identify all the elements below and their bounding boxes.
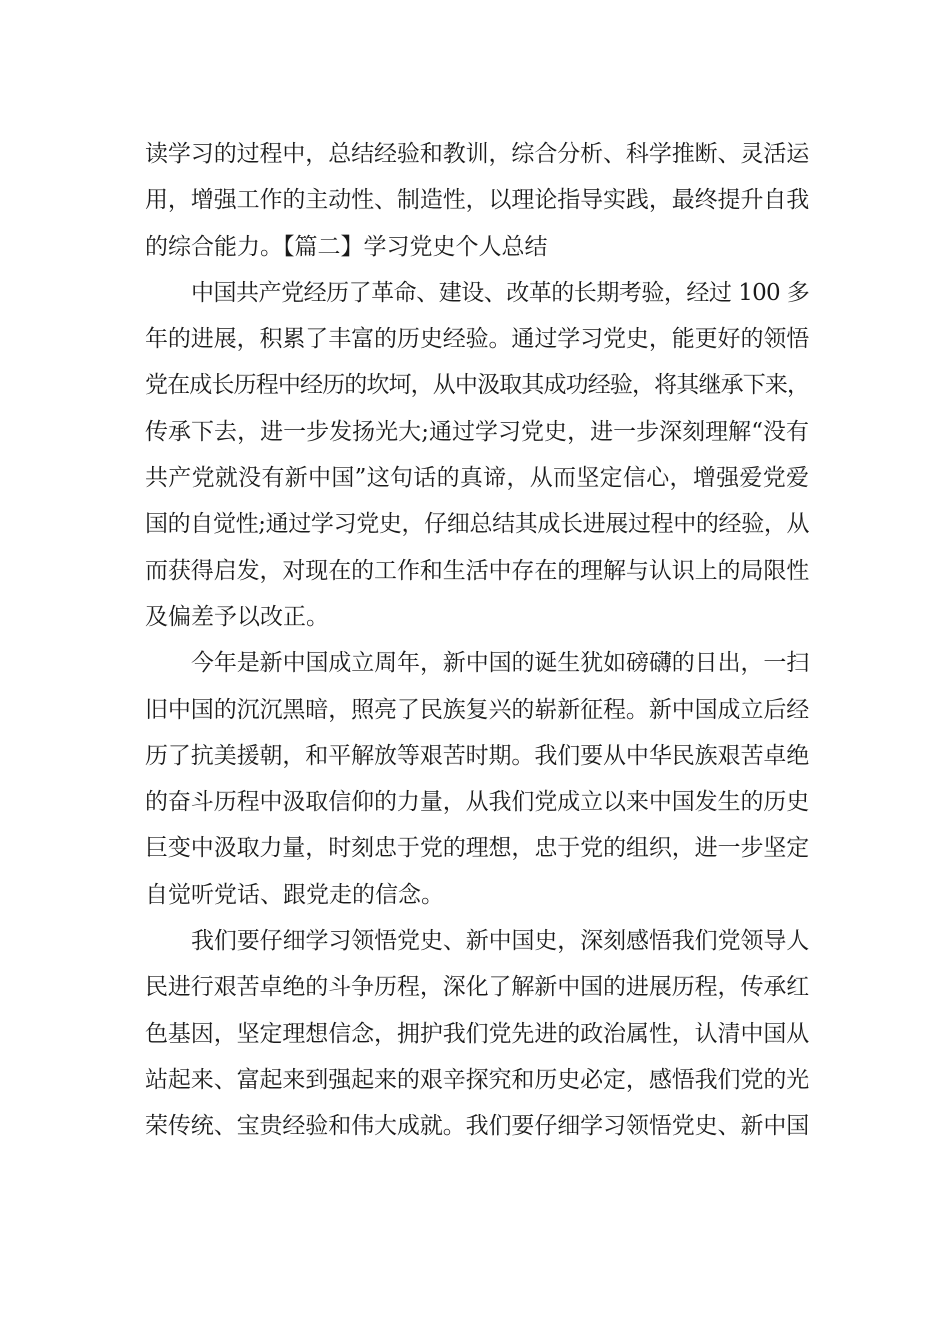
text-line: 传承下去，进一步发扬光大;通过学习党史，进一步深刻理解“没有 (145, 418, 809, 445)
paragraph-2 (145, 270, 809, 640)
paragraph-1 (145, 131, 809, 270)
text-line: 我们要仔细学习领悟党史、新中国史，深刻感悟我们党领导人 (191, 928, 809, 955)
document-body (145, 131, 809, 1150)
text-line: 历了抗美援朝，和平解放等艰苦时期。我们要从中华民族艰苦卓绝 (145, 742, 809, 769)
text-line: 的奋斗历程中汲取信仰的力量，从我们党成立以来中国发生的历史 (145, 789, 809, 816)
text-line: 读学习的过程中，总结经验和教训，综合分析、科学推断、灵活运 (145, 141, 809, 167)
text-line: 中国共产党经历了革命、建设、改革的长期考验，经过 100 多 (191, 279, 809, 306)
text-line: 站起来、富起来到强起来的艰辛探究和历史必定，感悟我们党的光 (145, 1066, 809, 1093)
paragraph-3 (145, 640, 809, 918)
text-line: 国的自觉性;通过学习党史，仔细总结其成长进展过程中的经验，从 (145, 511, 809, 538)
text-line: 荣传统、宝贵经验和伟大成就。我们要仔细学习领悟党史、新中国 (145, 1113, 809, 1140)
text-line: 及偏差予以改正。 (145, 603, 329, 630)
text-line: 而获得启发，对现在的工作和生活中存在的理解与认识上的局限性 (145, 557, 809, 584)
text-line: 今年是新中国成立周年，新中国的诞生犹如磅礴的日出，一扫 (191, 650, 809, 677)
text-line: 共产党就没有新中国”这句话的真谛，从而坚定信心，增强爱党爱 (145, 465, 809, 492)
text-line: 色基因，坚定理想信念，拥护我们党先进的政治属性，认清中国从 (145, 1020, 809, 1047)
text-line: 党在成长历程中经历的坎坷，从中汲取其成功经验，将其继承下来， (145, 372, 809, 399)
paragraph-4 (145, 918, 809, 1149)
text-line: 旧中国的沉沉黑暗，照亮了民族复兴的崭新征程。新中国成立后经 (145, 696, 809, 723)
text-line: 巨变中汲取力量，时刻忠于党的理想，忠于党的组织，进一步坚定 (145, 835, 809, 862)
text-line: 民进行艰苦卓绝的斗争历程，深化了解新中国的进展历程，传承红 (145, 974, 809, 1001)
text-line: 年的进展，积累了丰富的历史经验。通过学习党史，能更好的领悟 (145, 326, 809, 353)
text-line: 的综合能力。【篇二】学习党史个人总结 (145, 233, 548, 260)
text-line: 用，增强工作的主动性、制造性，以理论指导实践，最终提升自我 (145, 187, 809, 214)
text-line: 自觉听党话、跟党走的信念。 (145, 881, 444, 908)
